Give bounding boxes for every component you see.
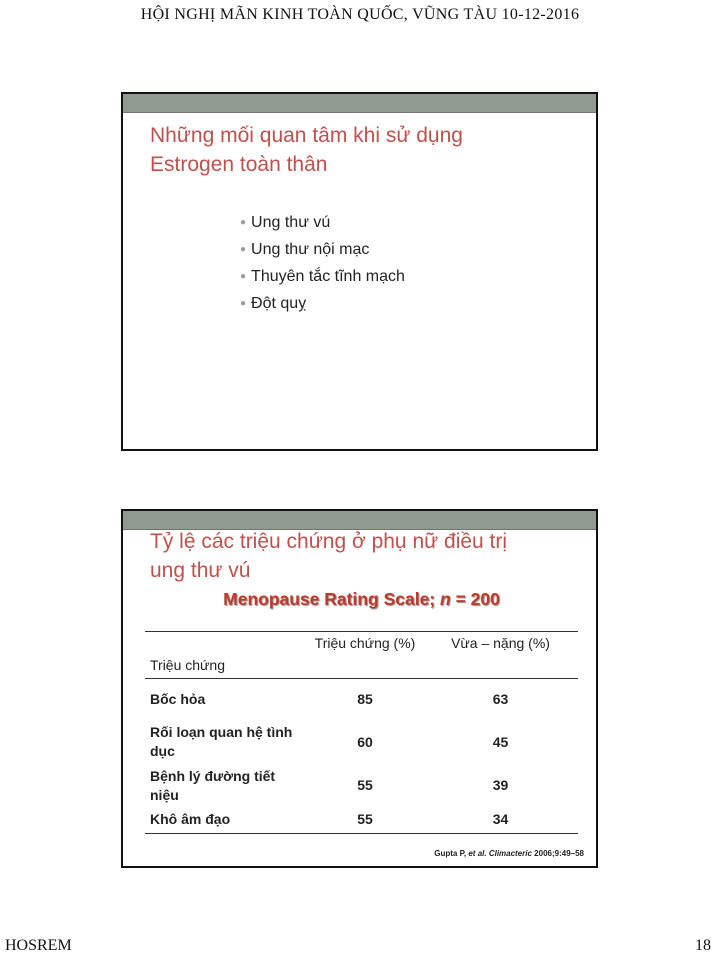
symptom-table [145,631,578,834]
table-row [145,806,578,833]
footer-organization: HOSREM [5,937,72,954]
citation-details: 2006;9:49–58 [531,849,584,858]
bullet-list [240,209,405,317]
bullet-item [240,209,405,236]
slide-subtitle [123,589,600,610]
bullet-dot-icon: ● [240,298,247,309]
cell-prevalence: 55 [357,811,373,827]
cell-symptom: Bốc hỏa [150,690,206,707]
bullet-item [240,290,405,317]
slide-title [150,121,463,179]
bullet-dot-icon: ● [240,217,247,228]
bullet-text: Đột quỵ [251,295,307,312]
bullet-text: Thuyên tắc tĩnh mạch [251,268,405,285]
cell-moderate-severe: 45 [492,733,509,750]
page-header-title: HỘI NGHỊ MÃN KINH TOÀN QUỐC, VŨNG TÀU 10-12-2016 [140,6,580,23]
bullet-text: Ung thư vú [251,214,331,231]
cell-moderate-severe: 63 [492,690,509,707]
cell-moderate-severe: 39 [492,777,509,793]
cell-symptom: Rối loạn quan hệ tình dục [150,724,293,759]
cell-symptom: Bệnh lý đường tiết niệu [150,767,276,803]
slide-top-bar [123,94,596,113]
table-row [145,679,578,719]
cell-moderate-severe: 34 [492,811,509,827]
bullet-dot-icon: ● [240,244,247,255]
citation-journal: Climacteric [488,849,532,858]
slide-title [150,527,507,585]
table-header-row [145,632,578,679]
bullet-text: Ung thư nội mạc [251,241,370,258]
slide-title-line-2: Estrogen toàn thân [150,153,328,176]
column-header-symptom: Triệu chứng [150,657,225,673]
cell-prevalence: 60 [357,733,373,750]
subtitle-prefix: Menopause Rating Scale; [223,589,440,609]
bullet-item [240,236,405,263]
slide-title-line-1: Những mối quan tâm khi sử dụng [150,124,463,147]
slide-symptom-rates [121,509,598,868]
citation-authors: Gupta P, [434,849,469,858]
citation-etal: et al. [468,849,489,858]
citation [434,849,584,858]
footer-page-number: 18 [695,937,711,954]
cell-prevalence: 85 [357,690,373,707]
table-row [145,719,578,765]
subtitle-n: n [440,589,451,609]
slide-title-line-1: Tỷ lệ các triệu chứng ở phụ nữ điều trị [150,530,508,553]
column-header-moderate-severe: Vừa – nặng (%) [451,635,550,651]
subtitle-suffix: = 200 [450,589,500,609]
bullet-item [240,263,405,290]
slide-title-line-2: ung thư vú [150,559,251,582]
cell-prevalence: 55 [357,777,373,793]
cell-symptom: Khô âm đạo [150,811,231,827]
table-row [145,765,578,806]
slide-estrogen-concerns [121,92,598,451]
column-header-prevalence: Triệu chứng (%) [314,635,416,651]
bullet-dot-icon: ● [240,271,247,282]
